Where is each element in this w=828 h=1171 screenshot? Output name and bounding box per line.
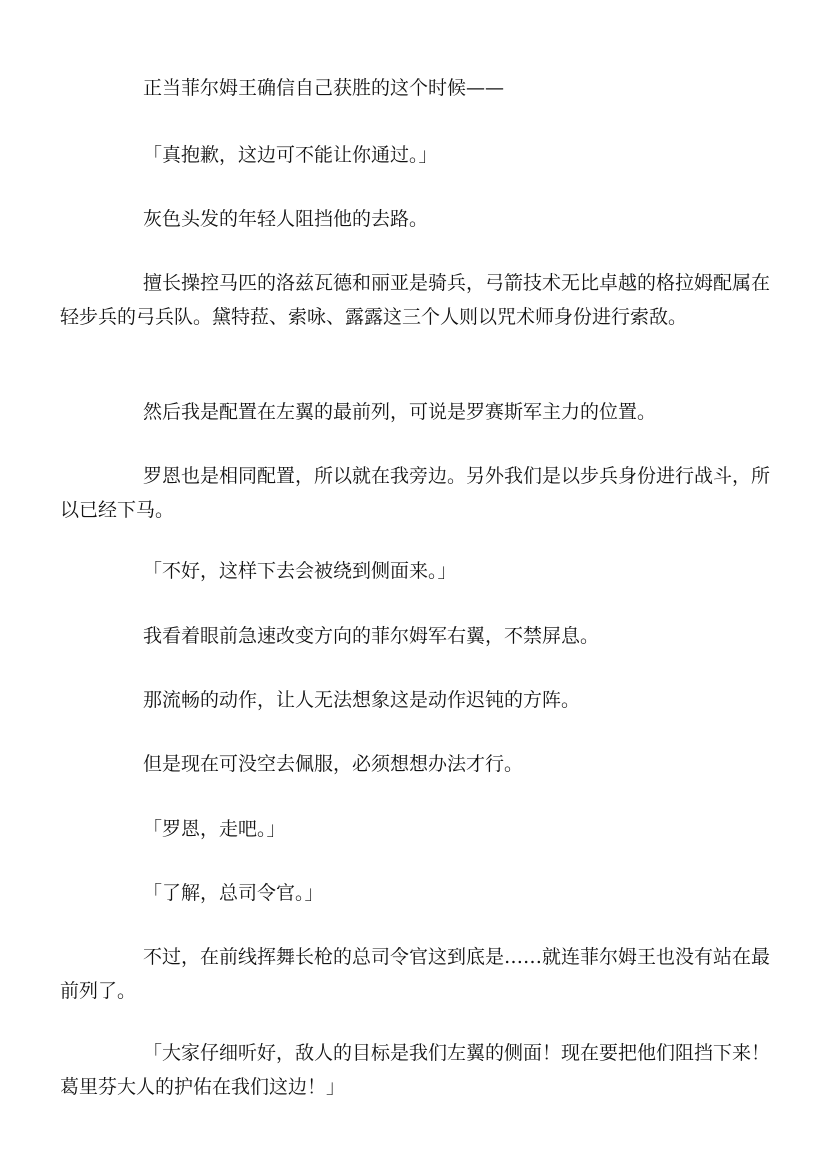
paragraph-1: 正当菲尔姆王确信自己获胜的这个时候—— xyxy=(143,77,505,99)
paragraph-9: 那流畅的动作，让人无法想象这是动作迟钝的方阵。 xyxy=(143,689,581,711)
paragraph-6: 罗恩也是相同配置，所以就在我旁边。另外我们是以步兵身份进行战斗，所以已经下马。 xyxy=(60,465,771,521)
paragraph-4: 擅长操控马匹的洛兹瓦德和丽亚是骑兵，弓箭技术无比卓越的格拉姆配属在轻步兵的弓兵队。黛特菈、索咏、露露这三个人则以咒术师身份进行索敌。 xyxy=(60,272,771,328)
paragraph-11: 「罗恩，走吧。」 xyxy=(143,818,286,840)
paragraph-12: 「了解，总司令官。」 xyxy=(143,882,324,904)
paragraph-3: 灰色头发的年轻人阻挡他的去路。 xyxy=(143,208,429,230)
paragraph-8: 我看着眼前急速改变方向的菲尔姆军右翼，不禁屏息。 xyxy=(143,625,600,647)
paragraph-14: 「大家仔细听好，敌人的目标是我们左翼的侧面！现在要把他们阻挡下来！葛里芬大人的护佑在我们这边！」 xyxy=(60,1042,771,1098)
paragraph-2: 「真抱歉，这边可不能让你通过。」 xyxy=(143,144,438,166)
paragraph-5: 然后我是配置在左翼的最前列，可说是罗赛斯军主力的位置。 xyxy=(143,401,657,423)
paragraph-10: 但是现在可没空去佩服，必须想想办法才行。 xyxy=(143,753,524,775)
paragraph-7: 「不好，这样下去会被绕到侧面来。」 xyxy=(143,560,457,582)
paragraph-13: 不过，在前线挥舞长枪的总司令官这到底是……就连菲尔姆王也没有站在最前列了。 xyxy=(60,946,771,1002)
